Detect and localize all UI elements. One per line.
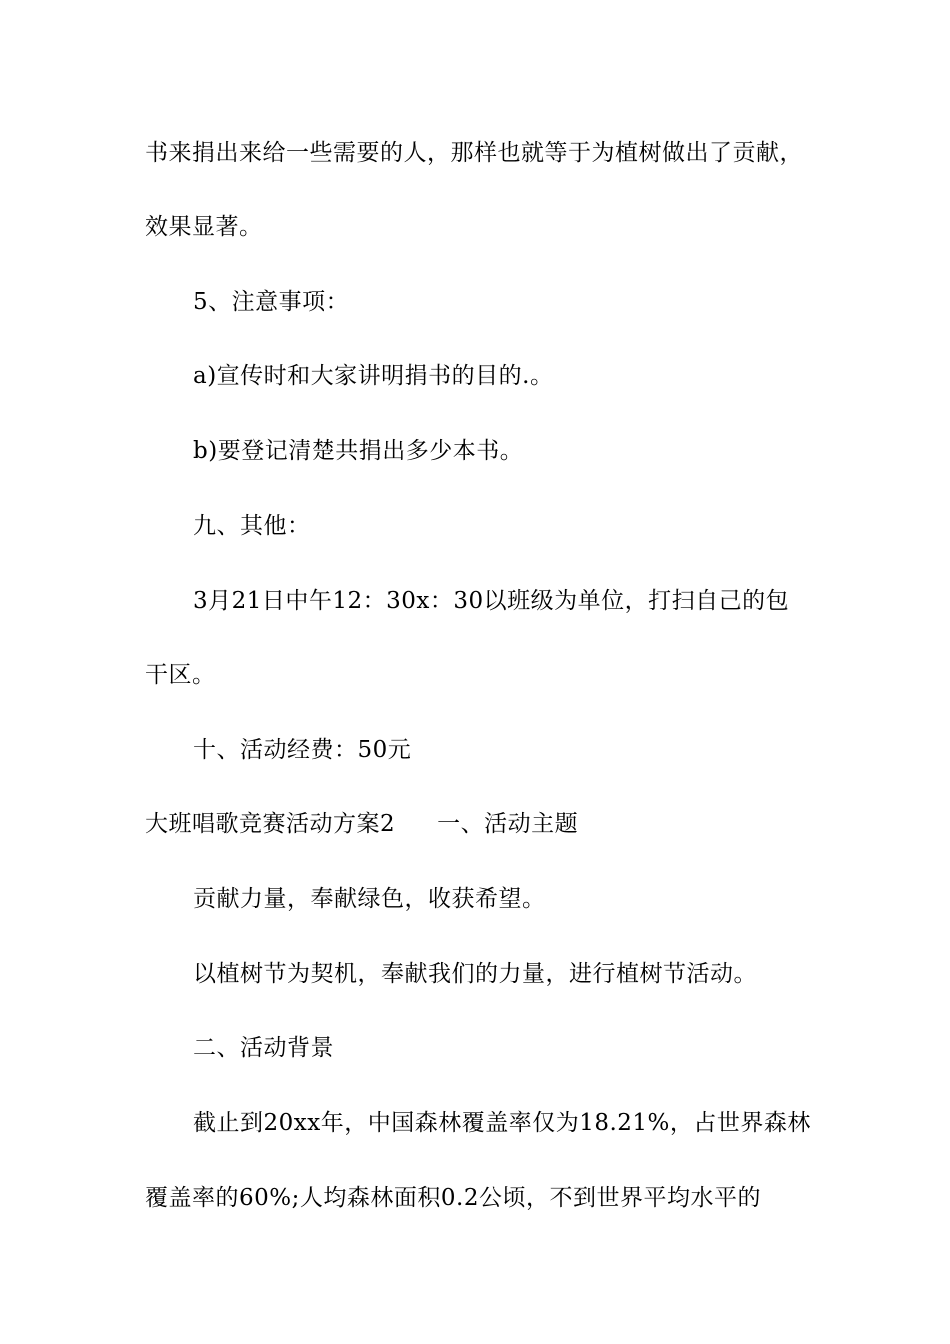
list-item: a)宣传时和大家讲明捐书的目的.。: [193, 363, 554, 389]
paragraph-line: 以植树节为契机，奉献我们的力量，进行植树节活动。: [193, 961, 757, 987]
list-heading: 5、注意事项：: [193, 289, 350, 315]
paragraph-line: 覆盖率的60%;人均森林面积0.2公顷，不到世界平均水平的: [145, 1185, 761, 1211]
section-heading: 十、活动经费：50元: [193, 737, 412, 763]
document-title: 大班唱歌竞赛活动方案2: [145, 811, 396, 837]
document-title-line: [145, 810, 578, 838]
list-item: b)要登记清楚共捐出多少本书。: [193, 438, 524, 464]
paragraph-line: 贡献力量，奉献绿色，收获希望。: [193, 886, 546, 912]
paragraph-line: 截止到20xx年，中国森林覆盖率仅为18.21%，占世界森林: [193, 1110, 811, 1136]
paragraph-line: 干区。: [145, 662, 216, 688]
paragraph-line: 3月21日中午12：30x：30以班级为单位，打扫自己的包: [193, 588, 790, 614]
paragraph-line: 效果显著。: [145, 214, 263, 240]
section-heading: 二、活动背景: [193, 1035, 334, 1061]
paragraph-line: 书来捐出来给一些需要的人，那样也就等于为植树做出了贡献，: [145, 140, 803, 166]
section-heading: 九、其他：: [193, 513, 311, 539]
section-heading: 一、活动主题: [437, 811, 579, 837]
